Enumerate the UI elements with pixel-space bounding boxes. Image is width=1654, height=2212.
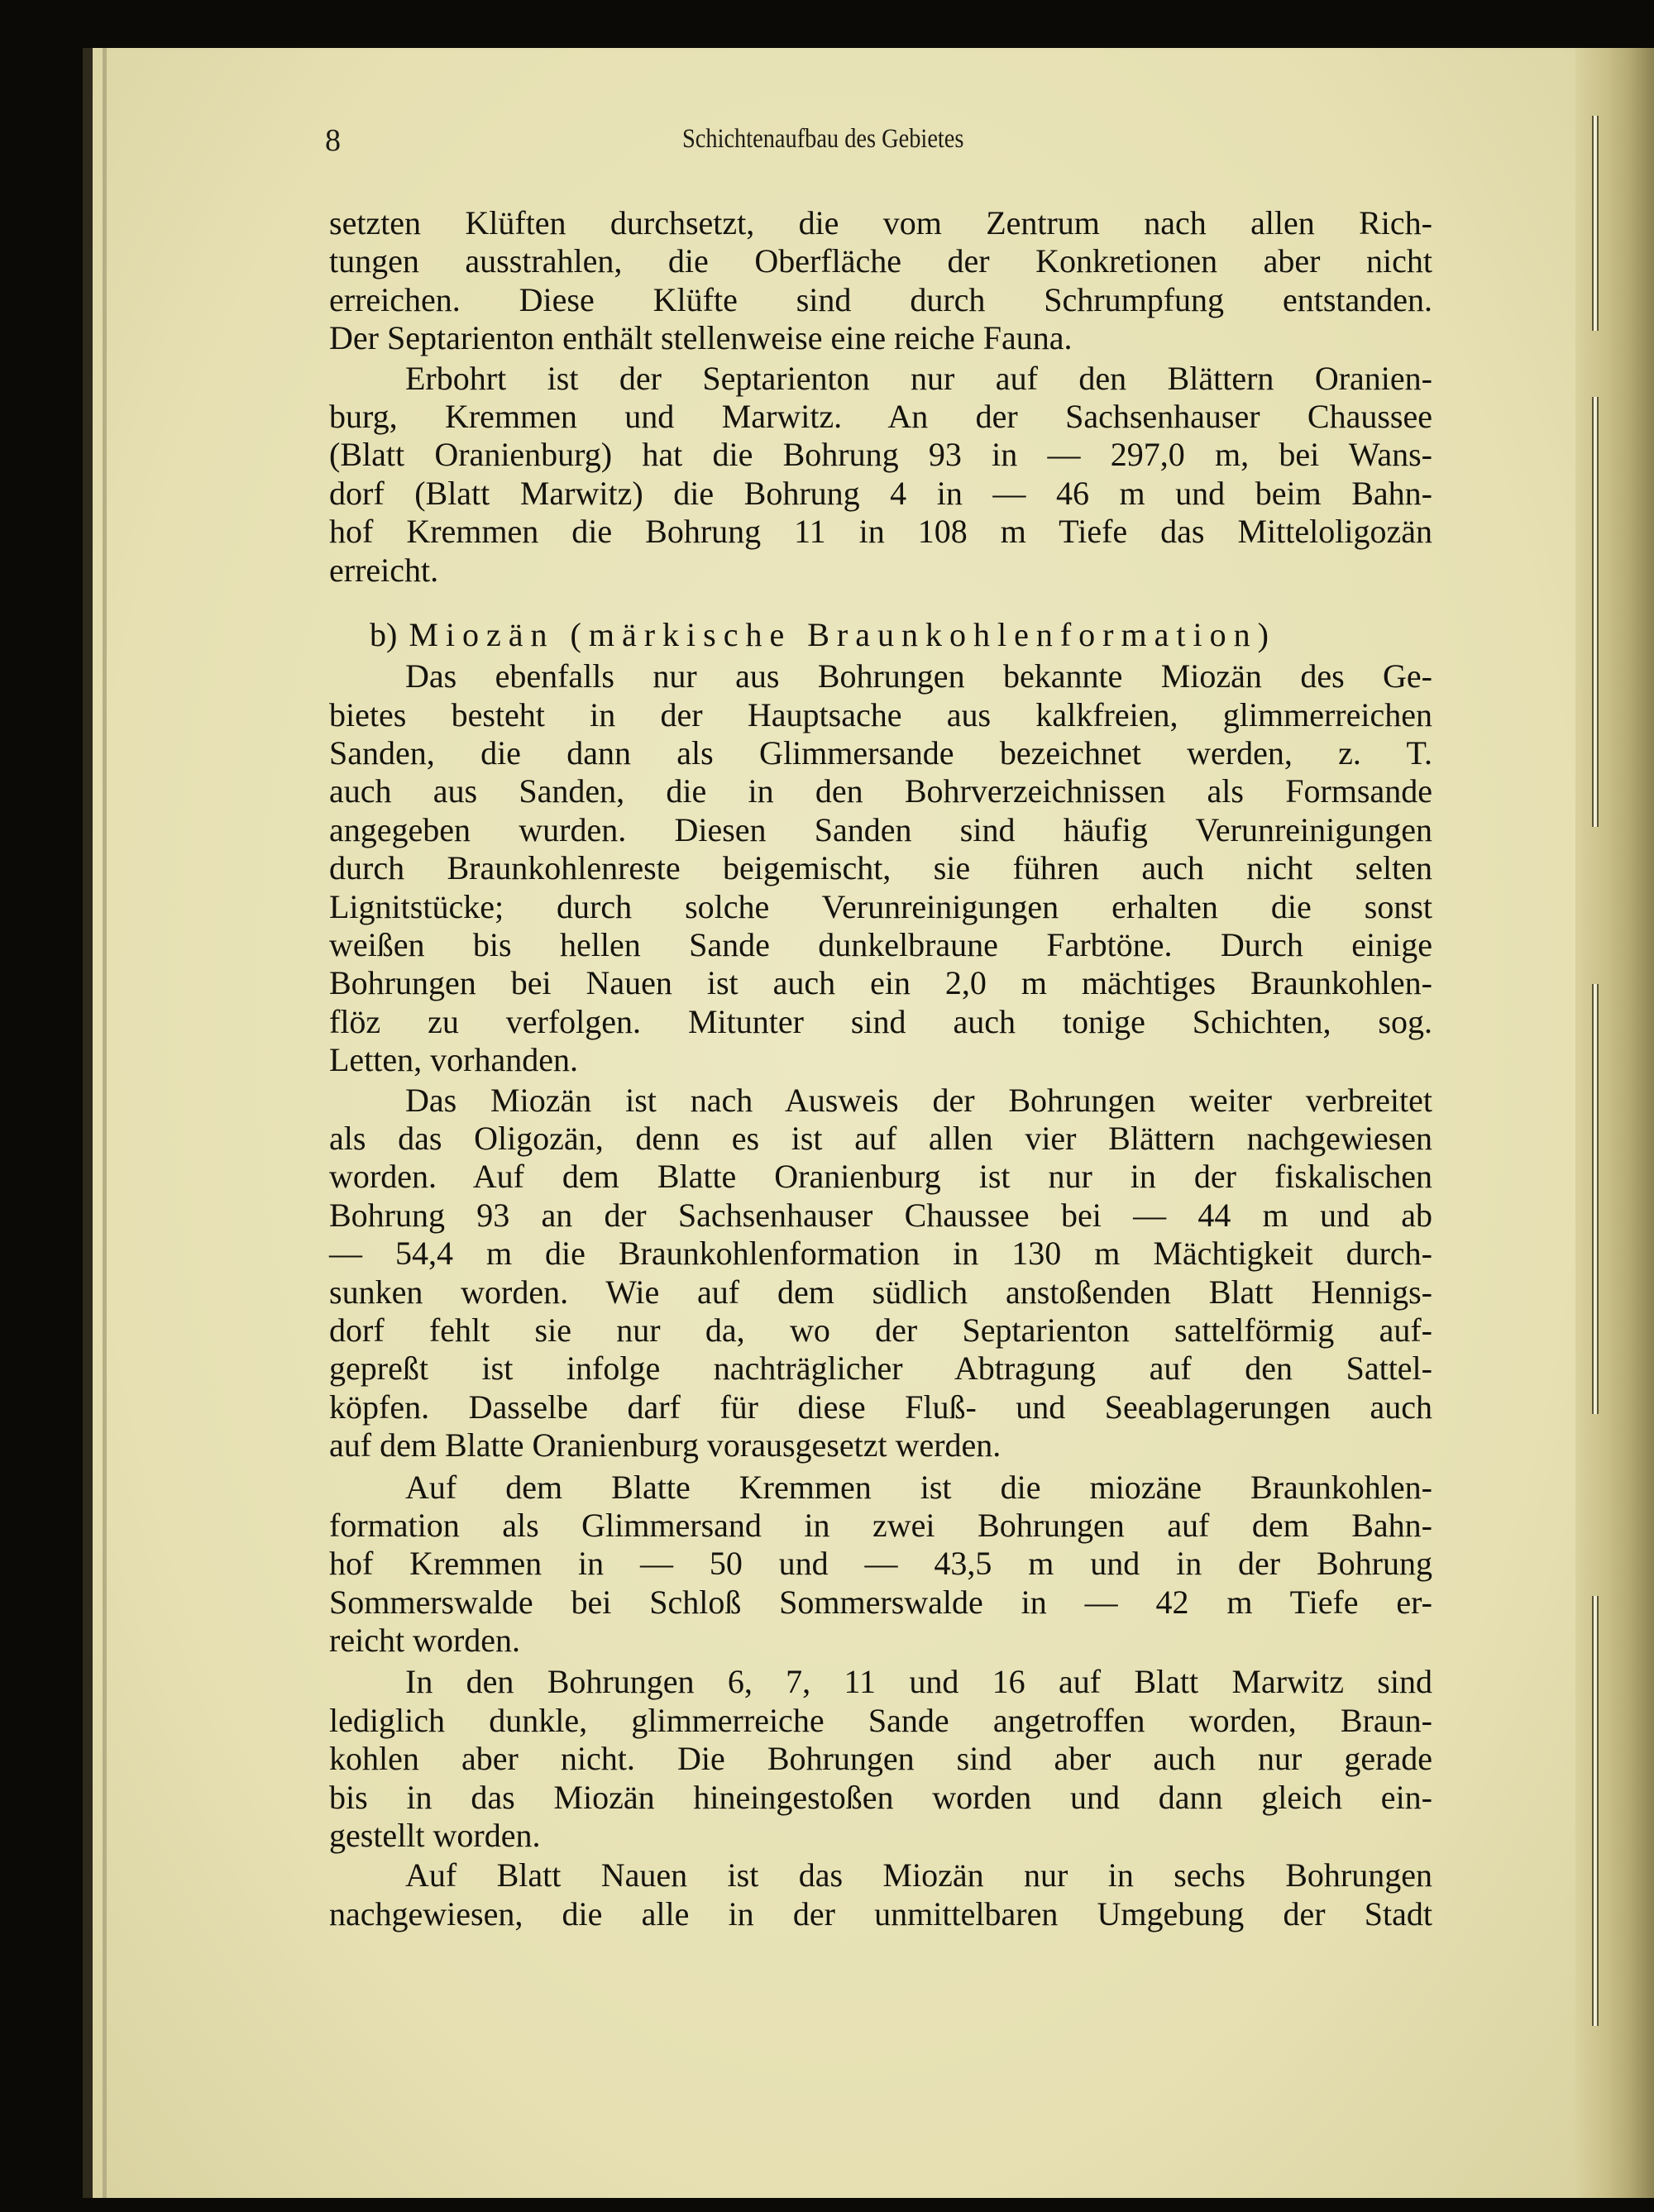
text-line: hof Kremmen die Bohrung 11 in 108 m Tiefe das Mitteloligozän <box>329 513 1432 551</box>
text-line: In den Bohrungen 6, 7, 11 und 16 auf Blatt Marwitz sind <box>405 1663 1432 1701</box>
text-line: lediglich dunkle, glimmerreiche Sande angetroffen worden, Braun- <box>329 1701 1432 1739</box>
text-line: Bohrungen bei Nauen ist auch ein 2,0 m mächtiges Braunkohlen- <box>329 964 1432 1002</box>
text-line: — 54,4 m die Braunkohlenformation in 130 m Mächtigkeit durch- <box>329 1235 1432 1273</box>
paragraph <box>329 657 1432 1079</box>
running-title: Schichtenaufbau des Gebietes <box>682 124 964 154</box>
page-body <box>329 203 1432 1933</box>
text-line: erreicht. <box>329 551 439 589</box>
text-line: reicht worden. <box>329 1622 521 1660</box>
text-line: setzten Klüften durchsetzt, die vom Zentrum nach allen Rich- <box>329 204 1432 241</box>
text-line: tungen ausstrahlen, die Oberfläche der Konkretionen aber nicht <box>329 242 1432 280</box>
text-line: Auf dem Blatte Kremmen ist die miozäne Braunkohlen- <box>405 1468 1432 1506</box>
paragraph <box>329 1856 1432 1933</box>
binding-thread <box>1592 984 1599 1414</box>
text-line: weißen bis hellen Sande dunkelbraune Farbtöne. Durch einige <box>329 926 1432 964</box>
text-line: Das Miozän ist nach Ausweis der Bohrungen weiter verbreitet <box>405 1081 1432 1119</box>
section-label: b) <box>370 615 398 653</box>
text-line: Erbohrt ist der Septarienton nur auf den Blättern Oranien- <box>405 359 1432 397</box>
text-line: gestellt worden. <box>329 1817 541 1855</box>
binding-thread <box>1592 1596 1599 2026</box>
text-line: Der Septarienton enthält stellenweise eine reiche Fauna. <box>329 319 1073 357</box>
text-line: als das Oligozän, denn es ist auf allen vier Blättern nachgewiesen <box>329 1119 1432 1157</box>
text-line: flöz zu verfolgen. Mitunter sind auch tonige Schichten, sog. <box>329 1002 1432 1040</box>
text-line: burg, Kremmen und Marwitz. An der Sachsenhauser Chaussee <box>329 397 1432 435</box>
text-line: dorf (Blatt Marwitz) die Bohrung 4 in — 46 m und beim Bahn- <box>329 474 1432 512</box>
text-line: Das ebenfalls nur aus Bohrungen bekannte Miozän des Ge- <box>405 657 1432 695</box>
text-line: gepreßt ist infolge nachträglicher Abtragung auf den Sattel- <box>329 1350 1432 1388</box>
text-line: Sanden, die dann als Glimmersande bezeichnet werden, z. T. <box>329 734 1432 772</box>
text-line: Bohrung 93 an der Sachsenhauser Chaussee bei — 44 m und ab <box>329 1196 1432 1234</box>
binding-thread <box>1592 397 1599 827</box>
binding-thread <box>1592 116 1599 331</box>
text-line: bietes besteht in der Hauptsache aus kalkfreien, glimmerreichen <box>329 695 1432 733</box>
text-line: auf dem Blatte Oranienburg vorausgesetzt werden. <box>329 1426 1001 1464</box>
page-edge-line <box>103 48 107 2198</box>
text-line: formation als Glimmersand in zwei Bohrungen auf dem Bahn- <box>329 1506 1432 1544</box>
text-line: Auf Blatt Nauen ist das Miozän nur in sechs Bohrungen <box>405 1856 1432 1894</box>
text-line: hof Kremmen in — 50 und — 43,5 m und in der Bohrung <box>329 1545 1432 1583</box>
text-line: erreichen. Diese Klüfte sind durch Schrumpfung entstanden. <box>329 280 1432 318</box>
text-line: Letten, vorhanden. <box>329 1041 578 1079</box>
text-line: Sommerswalde bei Schloß Sommerswalde in — 42 m Tiefe er- <box>329 1583 1432 1621</box>
paragraph <box>329 360 1432 590</box>
running-header <box>325 122 1433 160</box>
paragraph <box>329 1082 1432 1465</box>
text-line: köpfen. Dasselbe darf für diese Fluß- und Seeablagerungen auch <box>329 1388 1432 1426</box>
paragraph <box>329 1663 1432 1855</box>
section-title: Miozän (märkische Braunkohlenformation) <box>409 615 1276 653</box>
text-line: durch Braunkohlenreste beigemischt, sie führen auch nicht selten <box>329 849 1432 887</box>
page-number: 8 <box>325 123 341 158</box>
paragraph <box>329 204 1432 358</box>
text-line: (Blatt Oranienburg) hat die Bohrung 93 in — 297,0 m, bei Wans- <box>329 436 1432 474</box>
text-line: angegeben wurden. Diesen Sanden sind häufig Verunreinigungen <box>329 810 1432 848</box>
text-line: sunken worden. Wie auf dem südlich anstoßenden Blatt Hennigs- <box>329 1273 1432 1311</box>
text-line: kohlen aber nicht. Die Bohrungen sind aber auch nur gerade <box>329 1740 1432 1778</box>
text-line: worden. Auf dem Blatte Oranienburg ist nur in der fiskalischen <box>329 1158 1432 1196</box>
paragraph <box>329 1469 1432 1660</box>
text-line: bis in das Miozän hineingestoßen worden und dann gleich ein- <box>329 1778 1432 1816</box>
text-line: Lignitstücke; durch solche Verunreinigungen erhalten die sonst <box>329 887 1432 925</box>
text-line: nachgewiesen, die alle in der unmittelbaren Umgebung der Stadt <box>329 1894 1432 1933</box>
text-line: auch aus Sanden, die in den Bohrverzeichnissen als Formsande <box>329 772 1432 810</box>
text-line: dorf fehlt sie nur da, wo der Septarienton sattelförmig auf- <box>329 1311 1432 1349</box>
section-heading <box>329 616 1432 654</box>
book-binding <box>1575 48 1654 2198</box>
